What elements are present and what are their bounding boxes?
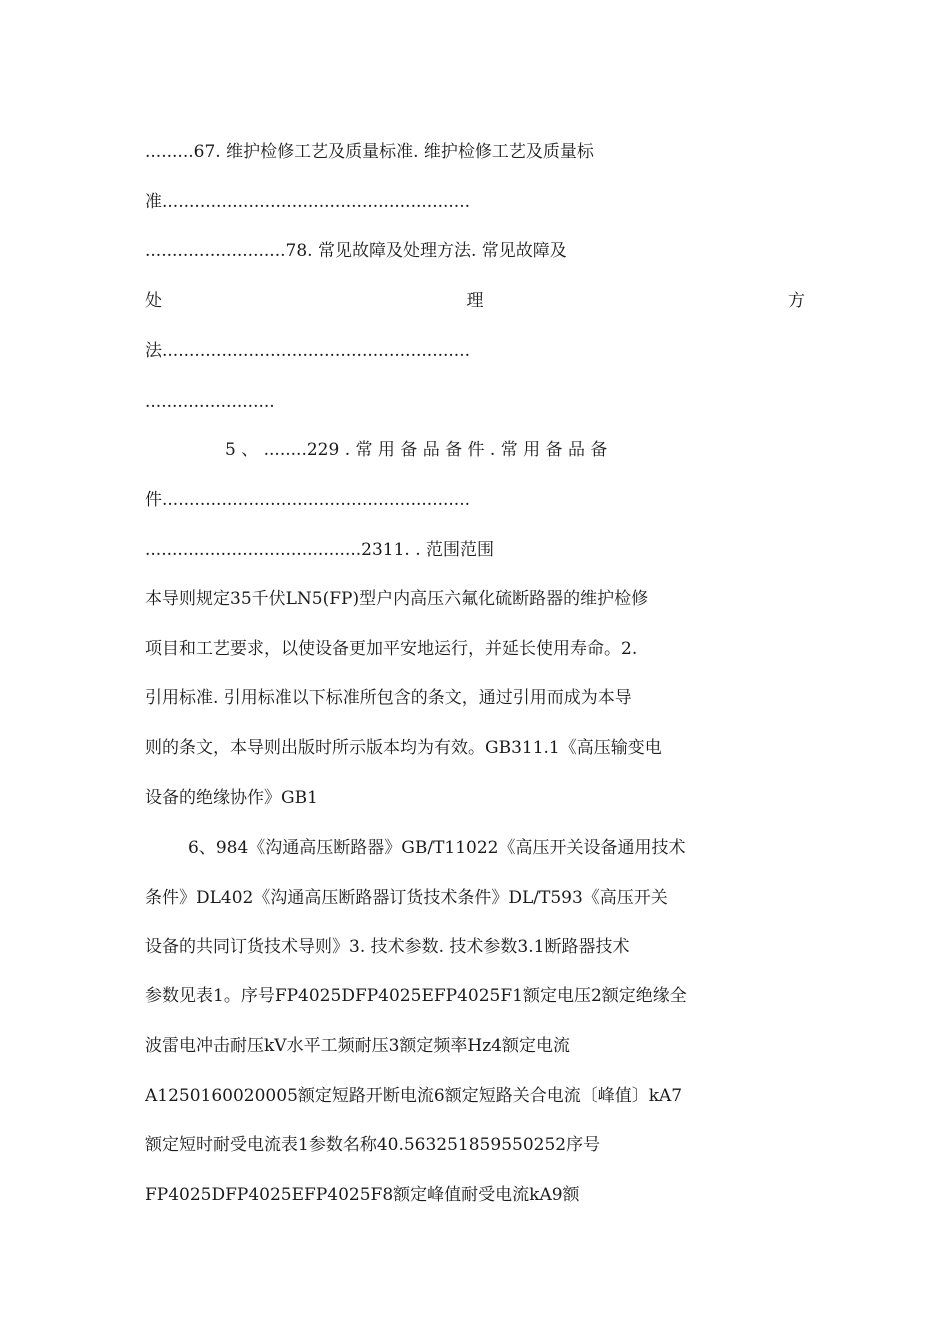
text-line-8: 件......................................................... — [145, 490, 471, 510]
text-line-15: 6、984《沟通高压断路器》GB/T11022《高压开关设备通用技术 — [188, 838, 686, 858]
spread-char-3: 方 — [788, 291, 805, 311]
text-line-14: 设备的绝缘协作》GB1 — [145, 788, 318, 808]
text-line-12: 引用标准. 引用标准以下标准所包含的条文，通过引用而成为本导 — [145, 688, 632, 708]
text-line-21: 额定短时耐受电流表1参数名称40.563251859550252序号 — [145, 1135, 601, 1155]
text-line-18: 参数见表1。序号FP4025DFP4025EFP4025F1额定电压2额定绝缘全 — [145, 986, 687, 1006]
text-line-5: 法......................................................... — [145, 341, 471, 361]
spread-char-1: 处 — [145, 291, 162, 311]
text-line-22: FP4025DFP4025EFP4025F8额定峰值耐受电流kA9额 — [145, 1185, 580, 1205]
text-line-17: 设备的共同订货技术导则》3. 技术参数. 技术参数3.1断路器技术 — [145, 937, 630, 957]
text-line-3: ..........................78. 常见故障及处理方法. 常见故障及 — [145, 241, 567, 261]
text-line-7: 5 、 ........229 . 常 用 备 品 备 件 . 常 用 备 品 备 — [225, 440, 608, 460]
text-line-6: ........................ — [145, 392, 275, 412]
text-line-20: A1250160020005额定短路开断电流6额定短路关合电流〔峰值〕kA7 — [145, 1086, 683, 1106]
spread-char-2: 理 — [466, 291, 484, 311]
text-line-4-justified — [145, 289, 805, 313]
text-line-10: 本导则规定35千伏LN5(FP)型户内高压六氟化硫断路器的维护检修 — [145, 589, 649, 609]
text-line-19: 波雷电冲击耐压kV水平工频耐压3额定频率Hz4额定电流 — [145, 1036, 570, 1056]
text-line-11: 项目和工艺要求，以使设备更加平安地运行，并延长使用寿命。2. — [145, 639, 638, 659]
text-line-2: 准......................................................... — [145, 192, 471, 212]
text-line-13: 则的条文，本导则出版时所示版本均为有效。GB311.1《高压输变电 — [145, 738, 662, 758]
text-line-9: ........................................2311. . 范围范围 — [145, 540, 495, 560]
text-line-1: .........67. 维护检修工艺及质量标准. 维护检修工艺及质量标 — [145, 142, 594, 162]
text-line-16: 条件》DL402《沟通高压断路器订货技术条件》DL/T593《高压开关 — [145, 888, 668, 908]
